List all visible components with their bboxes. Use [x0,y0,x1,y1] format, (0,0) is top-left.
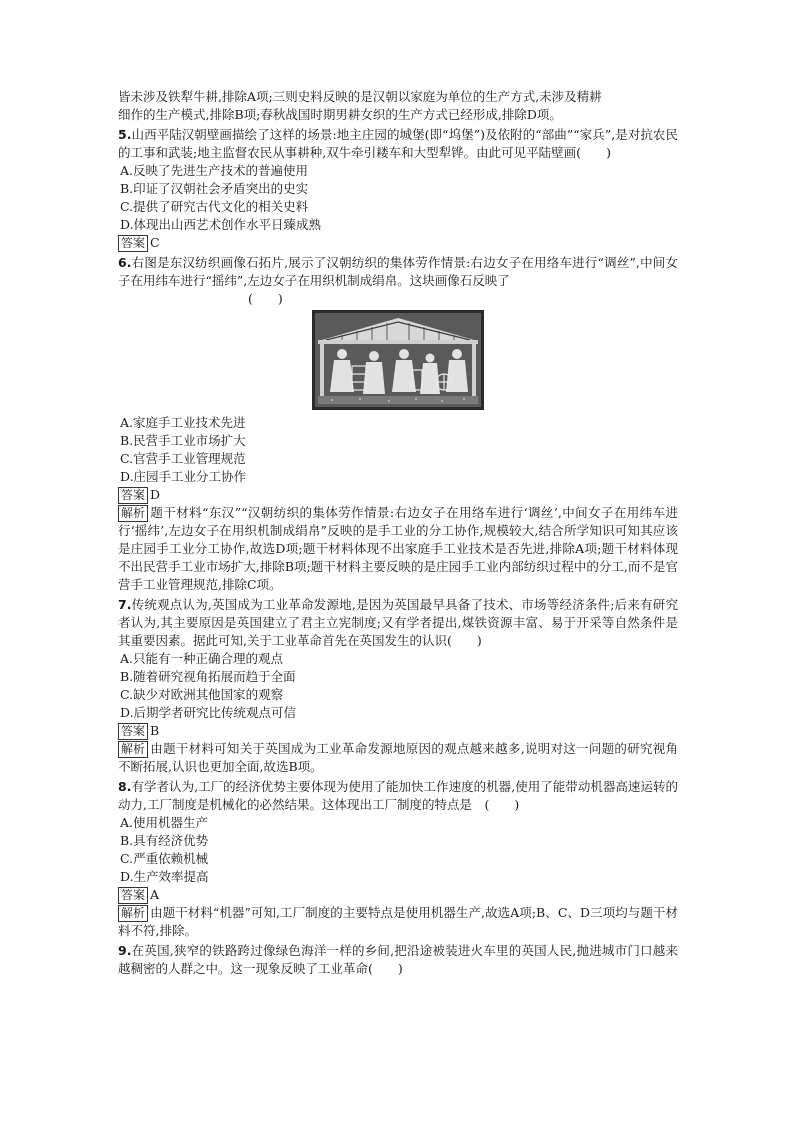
answer-tag: 答案 [118,887,148,904]
textile-rubbing-image [312,310,484,410]
analysis-text: 由题干材料“机器”可知,工厂制度的主要特点是使用机器生产,故选A项;B、C、D三项均与题干材料不符,排除。 [118,905,678,938]
question-number: 5. [118,127,132,142]
option-c: C.官营手工业管理规范 [120,451,246,466]
intro-line-1: 皆未涉及铁犁牛耕,排除A项;三则史料反映的是汉朝以家庭为单位的生产方式,未涉及精耕 [118,89,602,104]
answer-tag: 答案 [118,723,148,740]
answer-value: A [150,887,160,902]
option-b: B.具有经济优势 [120,833,209,848]
question-number: 8. [118,779,132,794]
option-a: A.只能有一种正确合理的观点 [120,651,284,666]
analysis-paragraph [118,904,678,940]
option-c: C.提供了研究古代文化的相关史料 [120,199,309,214]
question-number: 9. [118,943,132,958]
option-d: D.生产效率提高 [120,869,209,884]
document-page [118,88,678,978]
question-8 [118,778,678,940]
answer-line [118,722,678,740]
analysis-text: 题干材料“东汉”“汉朝纺织的集体劳作情景:右边女子在用络车进行‘调丝’,中间女子在用纬车进行‘摇纬’,左边女子在用织机制成绢帛”反映的是手工业的分工协作,规模较大,结合所学知识可知其应该是庄园手工业分工协作,故选D项;题干材料体现不出家庭手工业技术是否先进,排除A项;题干材料体现不出民营手工业市场扩大,排除B项;题干材料主要反映的是庄园手工业内部纺织过程中的分工,而不是官营手工业管理规范,排除C项。 [118,505,678,592]
question-stem: 传统观点认为,英国成为工业革命发源地,是因为英国最早具备了技术、市场等经济条件;后来有研究者认为,其主要原因是英国建立了君主立宪制度;又有学者提出,煤铁资源丰富、易于开采等自然条件是其重要因素。据此可知,关于工业革命首先在英国发生的认识( ) [118,597,678,648]
analysis-tag: 解析 [118,741,148,758]
question-stem: 右图是东汉纺织画像石拓片,展示了汉朝纺织的集体劳作情景:右边女子在用络车进行“调丝”,中间女子在用纬车进行“摇纬”,左边女子在用织机制成绢帛。这块画像石反映了 [118,255,678,288]
option-a: A.家庭手工业技术先进 [120,415,246,430]
question-7 [118,596,678,776]
answer-tag: 答案 [118,487,148,504]
question-stem: 在英国,狭窄的铁路跨过像绿色海洋一样的乡间,把沿途被装进火车里的英国人民,抛进城市门口越来越稠密的人群之中。这一现象反映了工业革命( ) [118,943,678,976]
answer-value: C [150,235,160,250]
answer-line [118,486,678,504]
option-b: B.印证了汉朝社会矛盾突出的史实 [120,181,309,196]
question-stem: 山西平陆汉朝壁画描绘了这样的场景:地主庄园的城堡(即“坞堡”)及依附的“部曲”“家兵”,是对抗农民的工事和武装;地主监督农民从事耕种,双牛牵引耧车和大型犁铧。由此可见平陆壁画( ) [118,127,678,160]
question-number: 7. [118,597,132,612]
question-9 [118,942,678,978]
option-a: A.使用机器生产 [120,815,209,830]
analysis-tag: 解析 [118,905,148,922]
option-d: D.体现出山西艺术创作水平日臻成熟 [120,217,322,232]
question-5 [118,126,678,252]
option-b: B.随着研究视角拓展而趋于全面 [120,669,296,684]
question-stem: 有学者认为,工厂的经济优势主要体现为使用了能加快工作速度的机器,使用了能带动机器高速运转的动力,工厂制度是机械化的必然结果。这体现出工厂制度的特点是 ( ) [118,779,678,812]
option-c: C.严重依赖机械 [120,851,209,866]
option-d: D.庄园手工业分工协作 [120,469,247,484]
intro-line-2: 细作的生产模式,排除B项;春秋战国时期男耕女织的生产方式已经形成,排除D项。 [118,107,562,122]
analysis-paragraph [118,740,678,776]
answer-tag: 答案 [118,235,148,252]
question-number: 6. [118,255,132,270]
answer-value: D [150,487,161,502]
answer-paren: ( ) [248,291,283,306]
answer-line [118,886,678,904]
answer-value: B [150,723,160,738]
question-6 [118,254,678,594]
option-b: B.民营手工业市场扩大 [120,433,246,448]
analysis-text: 由题干材料可知关于英国成为工业革命发源地原因的观点越来越多,说明对这一问题的研究视角不断拓展,认识也更加全面,故选B项。 [118,741,678,774]
analysis-tag: 解析 [118,505,148,522]
option-a: A.反映了先进生产技术的普遍使用 [120,163,309,178]
analysis-paragraph [118,504,678,594]
answer-line [118,234,678,252]
option-d: D.后期学者研究比传统观点可信 [120,705,297,720]
option-c: C.缺少对欧洲其他国家的观察 [120,687,284,702]
